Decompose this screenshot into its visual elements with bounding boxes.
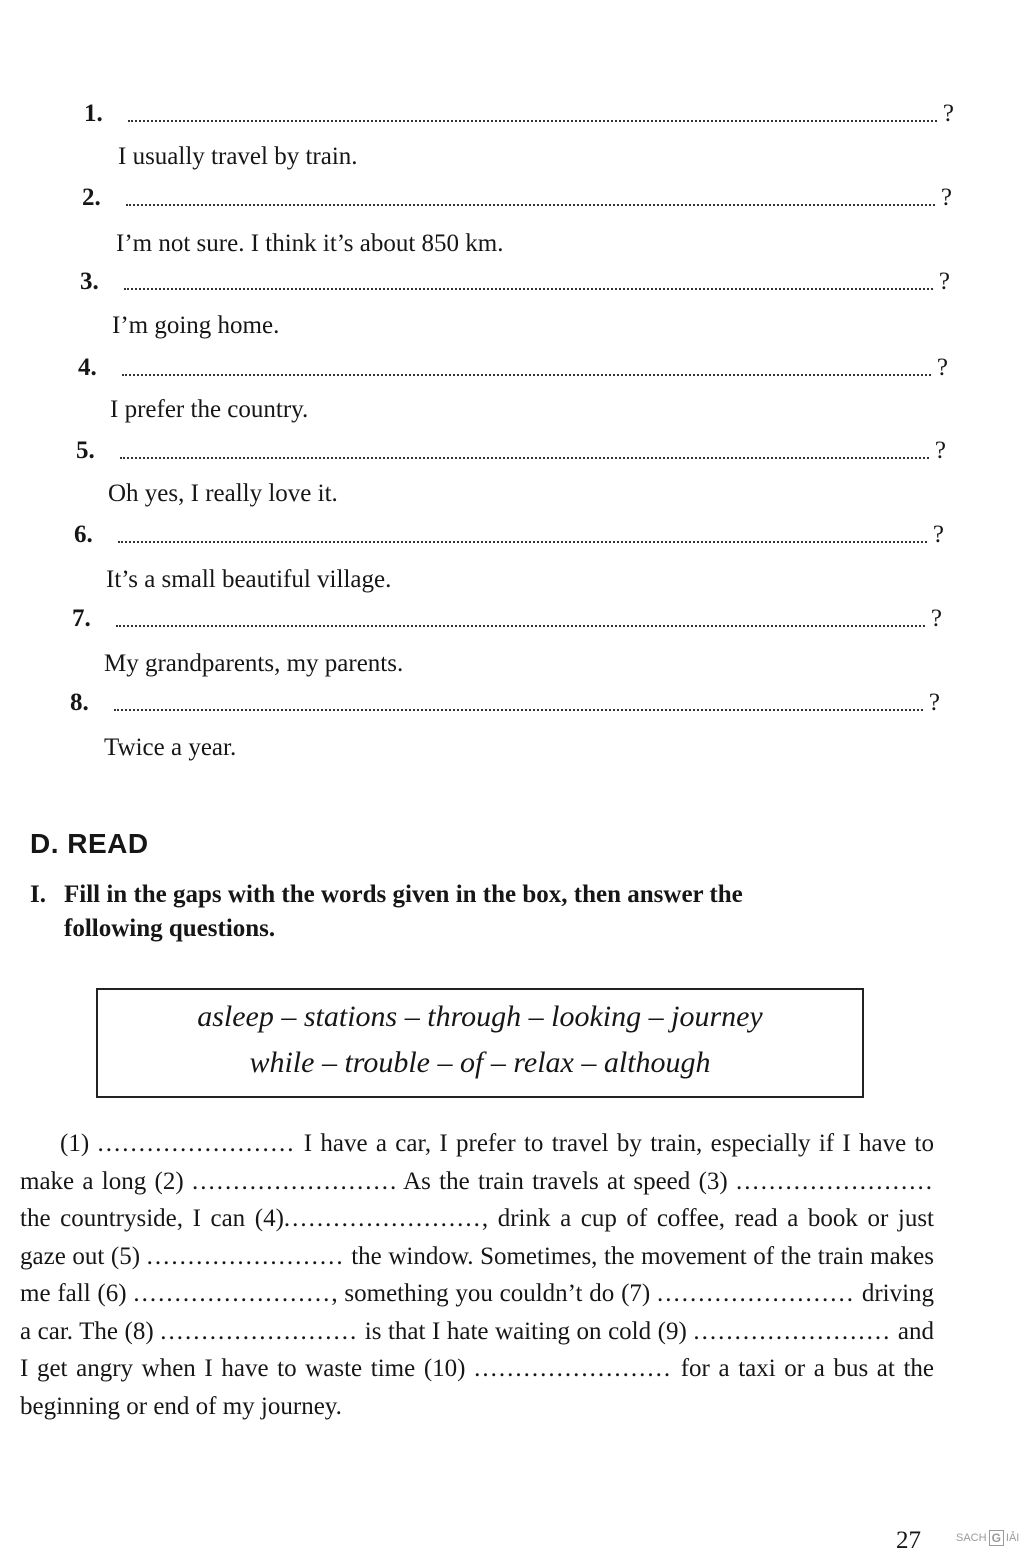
passage-text: and I get angry when I have to waste time <box>20 1317 935 1382</box>
given-answer: Oh yes, I really love it. <box>108 480 338 507</box>
gap-blank-1[interactable]: ........................ <box>97 1130 296 1157</box>
answer-blank[interactable] <box>118 539 927 543</box>
instruction-line-2: following questions. <box>64 915 276 942</box>
answer-blank[interactable] <box>116 623 925 627</box>
question-number: 7. <box>72 605 91 632</box>
question-line-6 <box>74 521 944 549</box>
answer-blank[interactable] <box>120 455 929 459</box>
question-mark: ? <box>938 268 950 295</box>
watermark-logo <box>956 1530 1019 1546</box>
question-number: 6. <box>74 521 93 548</box>
question-number: 1. <box>84 100 103 127</box>
question-number: 5. <box>76 437 95 464</box>
answer-blank[interactable] <box>128 118 937 122</box>
given-answer: Twice a year. <box>104 734 237 761</box>
gap-blank-10[interactable]: ........................ <box>474 1355 673 1382</box>
given-answer: My grandparents, my parents. <box>104 650 404 677</box>
question-line-1 <box>84 100 954 128</box>
watermark-text-right: IẢI <box>1005 1532 1020 1544</box>
gap-label: (4) <box>254 1205 284 1232</box>
answer-blank[interactable] <box>114 707 923 711</box>
passage-text: the window. Sometimes, the movement of the train makes me fall <box>20 1242 935 1307</box>
word-box <box>96 988 864 1098</box>
word-box-line-1: asleep – stations – through – looking – journey <box>197 1000 763 1033</box>
gap-label: (10) <box>423 1355 466 1382</box>
page-number: 27 <box>896 1527 921 1554</box>
answer-blank[interactable] <box>126 202 935 206</box>
gap-blank-5[interactable]: ........................ <box>146 1242 345 1270</box>
gap-label: (7) <box>621 1280 651 1307</box>
question-mark: ? <box>934 437 946 464</box>
passage-text: the countryside, I can <box>20 1205 255 1232</box>
word-box-line-2: while – trouble – of – relax – although <box>249 1046 711 1079</box>
gap-blank-3[interactable]: ........................ <box>736 1167 934 1195</box>
gap-blank-2[interactable]: ........................ <box>191 1167 390 1195</box>
question-mark: ? <box>928 689 940 716</box>
given-answer: I prefer the country. <box>110 396 309 423</box>
gap-label: (3) <box>698 1167 728 1195</box>
gap-blank-6[interactable]: ........................ <box>133 1280 332 1307</box>
passage-text: , something you couldn’t do <box>331 1280 622 1307</box>
given-answer: I’m not sure. I think it’s about 850 km. <box>116 230 504 257</box>
question-number: 3. <box>80 268 99 295</box>
passage-text: for a taxi or a bus at the beginning or end of my journey. <box>20 1355 934 1420</box>
gap-blank-7[interactable]: ........................ <box>657 1280 856 1307</box>
watermark-g-icon: G <box>989 1530 1004 1546</box>
gap-blank-8[interactable]: ........................ <box>160 1317 359 1345</box>
question-line-2 <box>82 184 952 212</box>
passage-text: is that I hate waiting on cold <box>358 1317 658 1345</box>
gap-blank-4[interactable]: ........................ <box>283 1205 482 1232</box>
section-title: D. READ <box>30 828 149 859</box>
passage-text: driving a car. The <box>20 1280 935 1345</box>
given-answer: I’m going home. <box>112 312 280 339</box>
question-number: 2. <box>82 184 101 211</box>
gap-label: (9) <box>657 1317 687 1345</box>
question-line-3 <box>80 268 950 296</box>
question-mark: ? <box>930 605 942 632</box>
question-line-5 <box>76 437 946 465</box>
exercise-number: I. <box>30 881 46 908</box>
answer-blank[interactable] <box>124 286 933 290</box>
watermark-text-left: SACH <box>956 1532 987 1544</box>
exercise-instruction <box>30 878 950 946</box>
gap-label: (5) <box>110 1242 141 1270</box>
instruction-line-1: Fill in the gaps with the words given in the box, then answer the <box>64 881 743 908</box>
gap-label: (2) <box>154 1167 184 1195</box>
reading-passage <box>20 1125 934 1425</box>
gap-blank-9[interactable]: ........................ <box>693 1317 892 1345</box>
question-line-8 <box>70 689 940 717</box>
given-answer: I usually travel by train. <box>118 143 358 170</box>
question-mark: ? <box>932 521 944 548</box>
question-mark: ? <box>940 184 952 211</box>
question-number: 4. <box>78 354 97 381</box>
question-number: 8. <box>70 689 89 716</box>
gap-label: (8) <box>124 1317 154 1345</box>
passage-text: , drink a cup of coffee, read a book or just gaze out <box>20 1205 934 1270</box>
answer-blank[interactable] <box>122 372 931 376</box>
question-mark: ? <box>942 100 954 127</box>
passage-text: . As the train travels at speed <box>389 1167 699 1195</box>
gap-label: (6) <box>97 1280 127 1307</box>
question-mark: ? <box>936 354 948 381</box>
question-line-4 <box>78 354 948 382</box>
passage-text: I have a car, I prefer to travel by train, especially if I have to make a long <box>20 1130 935 1195</box>
gap-label: (1) <box>60 1130 90 1157</box>
given-answer: It’s a small beautiful village. <box>106 566 392 593</box>
question-line-7 <box>72 605 942 633</box>
